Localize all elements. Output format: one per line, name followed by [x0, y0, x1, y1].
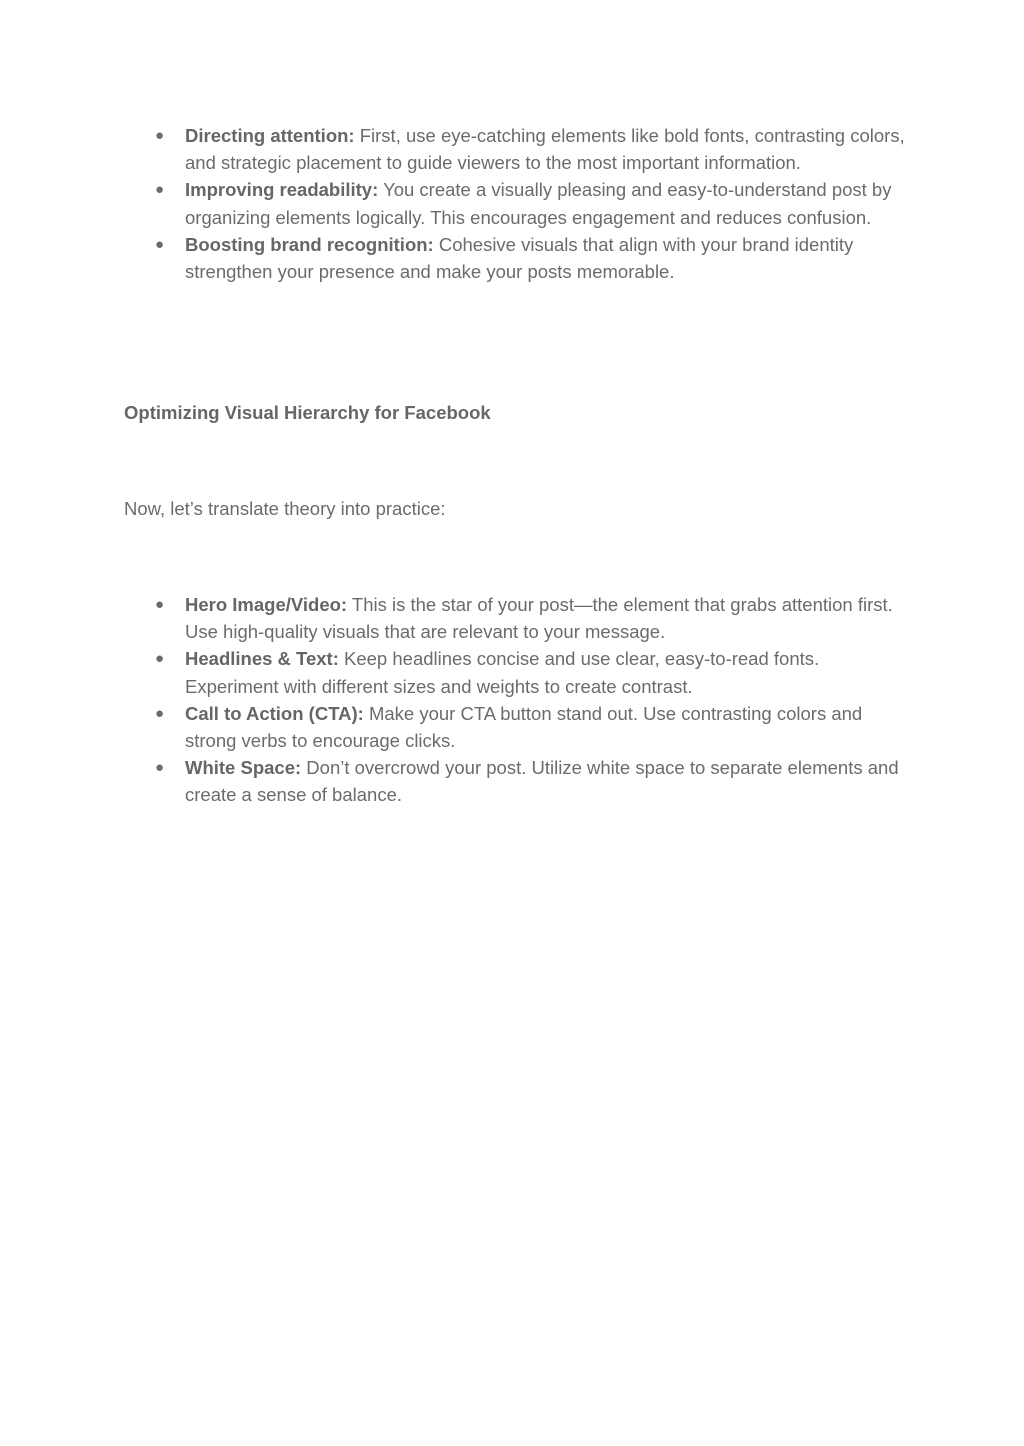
- practice-bullet-list: [124, 591, 914, 809]
- section-heading: Optimizing Visual Hierarchy for Facebook: [124, 402, 491, 423]
- list-item: [124, 176, 914, 230]
- bullet-term: Call to Action (CTA):: [185, 702, 364, 724]
- bullet-term: Boosting brand recognition:: [185, 233, 434, 255]
- bullet-term: Headlines & Text:: [185, 648, 339, 670]
- bullet-term: Improving readability:: [185, 179, 379, 201]
- bullet-term: Hero Image/Video:: [185, 594, 348, 615]
- bullet-icon: ●: [155, 596, 165, 613]
- bullet-icon: ●: [155, 235, 165, 253]
- list-item: [124, 700, 914, 754]
- bullet-icon: ●: [155, 759, 165, 777]
- list-item: [124, 231, 914, 285]
- intro-bullet-list: [124, 122, 914, 285]
- intro-paragraph: Now, let’s translate theory into practice:: [124, 498, 446, 519]
- bullet-text: You create a visually pleasing and easy-to-understand post by organizing elements logically. This encourages engagement and reduces confusion.: [185, 179, 892, 228]
- list-item: [124, 645, 914, 699]
- bullet-icon: ●: [155, 650, 165, 668]
- bullet-icon: ●: [155, 704, 165, 722]
- bullet-text: First, use eye-catching elements like bold fonts, contrasting colors, and strategic placement to guide viewers to the most important information.: [185, 125, 905, 174]
- bullet-text: Cohesive visuals that align with your brand identity strengthen your presence and make your posts memorable.: [185, 233, 854, 283]
- list-item: [124, 122, 914, 176]
- bullet-text: Keep headlines concise and use clear, easy-to-read fonts. Experiment with different sizes and weights to create contrast.: [185, 648, 820, 697]
- bullet-term: White Space:: [185, 757, 302, 779]
- bullet-icon: ●: [155, 181, 165, 199]
- bullet-icon: ●: [155, 127, 165, 144]
- bullet-text: This is the star of your post—the element that grabs attention first. Use high-quality visuals that are relevant to your message.: [185, 594, 893, 643]
- list-item: [124, 754, 914, 808]
- bullet-term: Directing attention:: [185, 125, 355, 146]
- bullet-text: Don’t overcrowd your post. Utilize white space to separate elements and create a sense of balance.: [185, 757, 899, 806]
- bullet-text: Make your CTA button stand out. Use contrasting colors and strong verbs to encourage clicks.: [185, 702, 863, 752]
- list-item: [124, 591, 914, 645]
